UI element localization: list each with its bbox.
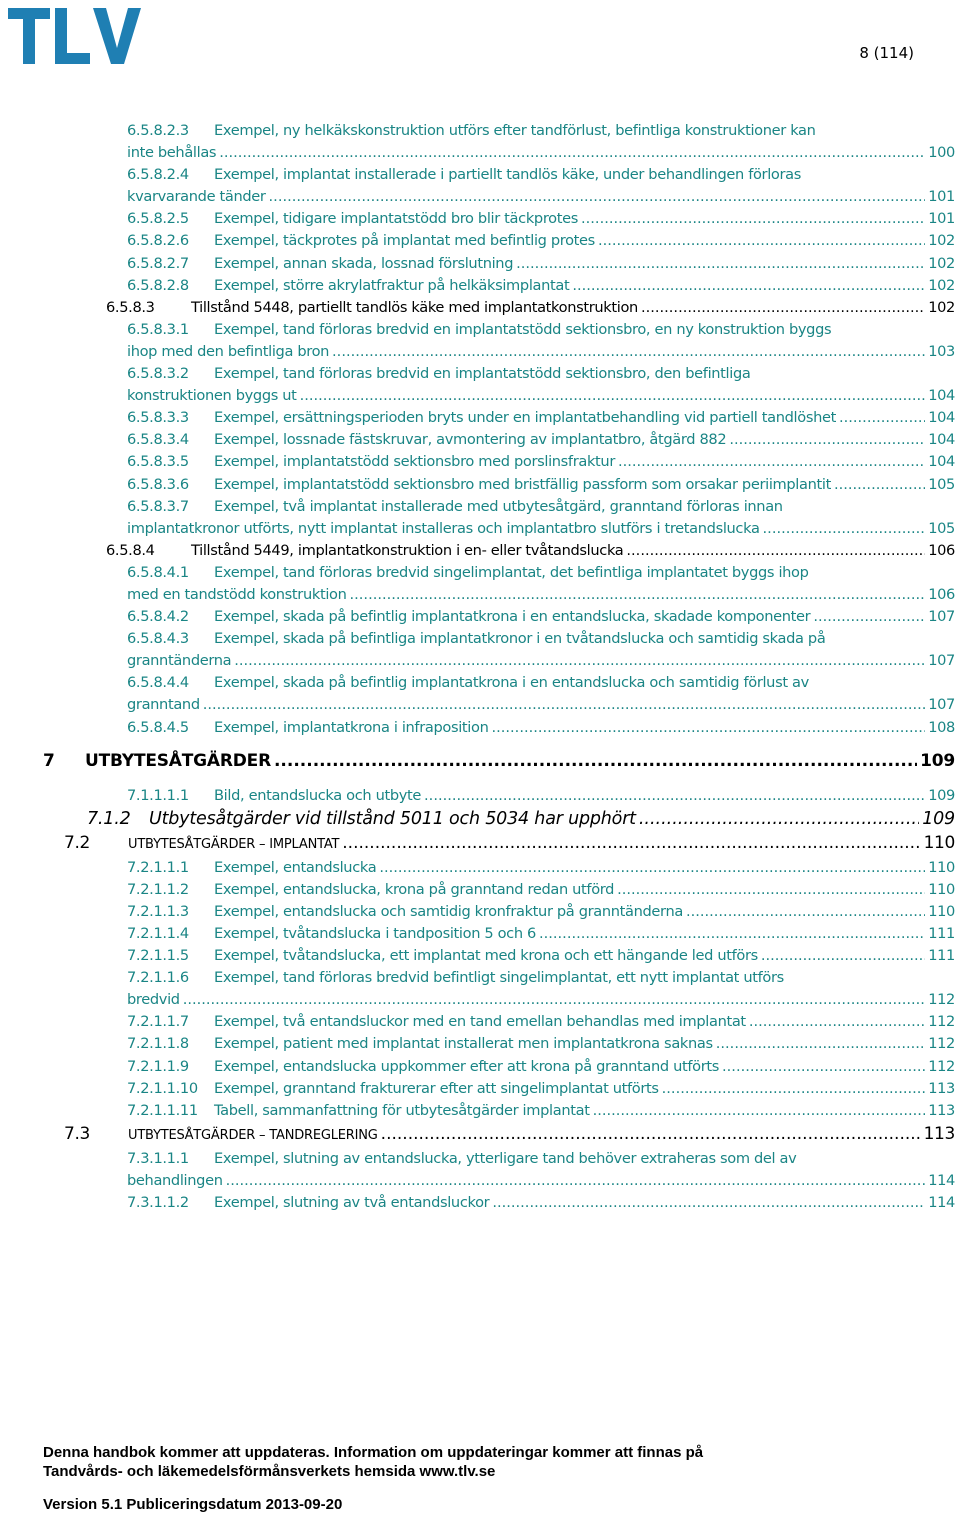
toc-entry[interactable] <box>0 1033 960 1055</box>
leader-dots <box>761 945 925 967</box>
toc-entry-title: Exempel, tand förloras bredvid en implantatstödd sektionsbro, den befintliga <box>214 365 751 383</box>
toc-entry-number: 7.1.2 <box>87 808 131 829</box>
toc-entry-page: 113 <box>928 1101 955 1119</box>
toc-entry-title: UTBYTESÅTGÄRDER – IMPLANTAT <box>128 836 340 852</box>
toc-entry[interactable] <box>0 717 960 739</box>
toc-entry-number: 6.5.8.4.2 <box>127 608 189 626</box>
toc-entry[interactable] <box>0 1056 960 1078</box>
toc-entry[interactable] <box>0 562 960 606</box>
footer-notice <box>43 1443 703 1481</box>
toc-entry[interactable] <box>0 1148 960 1192</box>
toc-entry-page: 104 <box>928 431 955 449</box>
footer-line-2: Tandvårds- och läkemedelsförmånsverkets hemsida www.tlv.se <box>43 1463 496 1480</box>
leader-dots <box>183 989 925 1011</box>
toc-entry-page: 112 <box>928 1013 955 1031</box>
toc-entry[interactable] <box>0 967 960 1011</box>
toc-entry-number: 6.5.8.2.4 <box>127 166 189 184</box>
version-info: Version 5.1 Publiceringsdatum 2013-09-20 <box>43 1496 343 1513</box>
toc-entry-page: 112 <box>928 1035 955 1053</box>
toc-entry-page: 105 <box>928 519 955 537</box>
leader-dots <box>332 341 925 363</box>
toc-entry-title: Exempel, entandslucka och samtidig kronfraktur på granntänderna <box>214 902 683 920</box>
toc-entry-number: 6.5.8.4.1 <box>127 563 189 581</box>
toc-entry-title: UTBYTESÅTGÄRDER <box>85 750 271 771</box>
toc-entry-number: 7 <box>43 750 55 771</box>
toc-entry[interactable] <box>0 230 960 252</box>
leader-dots <box>722 1056 925 1078</box>
toc-entry[interactable] <box>0 628 960 672</box>
toc-entry-page: 111 <box>928 947 955 965</box>
toc-entry[interactable] <box>0 606 960 628</box>
toc-entry-title: Exempel, skada på befintlig implantatkrona i en entandslucka, skadade komponenter <box>214 608 811 626</box>
toc-entry-number: 7.2.1.1.9 <box>127 1057 189 1075</box>
toc-entry-title: Bild, entandslucka och utbyte <box>214 786 422 804</box>
toc-entry-number: 6.5.8.2.8 <box>127 276 189 294</box>
leader-dots <box>749 1011 925 1033</box>
toc-entry[interactable] <box>0 474 960 496</box>
leader-dots <box>350 584 926 606</box>
toc-entry-title: Exempel, annan skada, lossnad förslutning <box>214 254 514 272</box>
toc-entry-number: 7.2.1.1.5 <box>127 947 189 965</box>
toc-entry-title-cont: implantatkronor utförts, nytt implantat installeras och implantatbro slutförs i tretandslucka <box>127 519 760 537</box>
toc-entry-number: 7.2.1.1.10 <box>127 1079 198 1097</box>
toc-entry-title: Exempel, implantatstödd sektionsbro med bristfällig passform som orsakar periimplantit <box>214 475 831 493</box>
toc-entry-page: 101 <box>928 210 955 228</box>
toc-entry-page: 102 <box>928 276 955 294</box>
leader-dots <box>834 474 925 496</box>
leader-dots <box>234 650 925 672</box>
toc-entry-number: 6.5.8.4 <box>106 541 155 559</box>
toc-entry[interactable] <box>0 120 960 164</box>
leader-dots <box>219 142 925 164</box>
leader-dots <box>226 1170 926 1192</box>
toc-entry-title: Exempel, tvåtandslucka, ett implantat med krona och ett hängande led utförs <box>214 947 758 965</box>
toc-entry-title-cont: behandlingen <box>127 1171 223 1189</box>
toc-entry-page: 109 <box>928 786 955 804</box>
leader-dots <box>813 606 925 628</box>
leader-dots <box>662 1078 926 1100</box>
toc-entry-page: 106 <box>928 585 955 603</box>
toc-entry-number: 6.5.8.2.5 <box>127 210 189 228</box>
leader-dots <box>572 275 925 297</box>
toc-entry-title: Exempel, implantatstödd sektionsbro med porslinsfraktur <box>214 453 615 471</box>
toc-entry[interactable] <box>0 297 960 319</box>
toc-entry-number: 6.5.8.3.4 <box>127 431 189 449</box>
toc-entry-title-cont: kvarvarande tänder <box>127 188 266 206</box>
toc-entry-page: 104 <box>928 409 955 427</box>
toc-entry-title: Exempel, entandslucka <box>214 858 377 876</box>
toc-entry-title-cont: inte behållas <box>127 144 217 162</box>
toc-entry-number: 7.2.1.1.2 <box>127 880 189 898</box>
toc-entry-number: 6.5.8.3.1 <box>127 320 189 338</box>
toc-section[interactable] <box>0 1122 960 1148</box>
leader-dots <box>598 230 925 252</box>
toc-entry-page: 103 <box>928 342 955 360</box>
leader-dots <box>763 518 926 540</box>
leader-dots <box>581 208 925 230</box>
toc-entry-page: 107 <box>928 652 955 670</box>
leader-dots <box>626 540 925 562</box>
leader-dots <box>716 1033 925 1055</box>
toc-entry-title: Exempel, ny helkäkskonstruktion utförs efter tandförlust, befintliga konstruktioner kan <box>214 122 816 139</box>
toc-entry-number: 6.5.8.3.6 <box>127 475 189 493</box>
toc-entry-number: 7.2.1.1.3 <box>127 902 189 920</box>
toc-entry[interactable] <box>0 496 960 540</box>
toc-entry-page: 114 <box>928 1171 955 1189</box>
toc-entry-title: Exempel, två entandsluckor med en tand emellan behandlas med implantat <box>214 1013 746 1031</box>
toc-entry-page: 105 <box>928 475 955 493</box>
toc-entry[interactable] <box>0 164 960 208</box>
page-number: 8 (114) <box>859 44 914 62</box>
toc-entry-number: 7.3.1.1.2 <box>127 1194 189 1212</box>
toc-entry-title: Exempel, täckprotes på implantat med befintlig protes <box>214 232 595 250</box>
toc-entry-title: Exempel, tand förloras bredvid befintligt singelimplantat, ett nytt implantat utförs <box>214 969 784 987</box>
leader-dots <box>269 186 926 208</box>
tlv-logo <box>8 6 142 66</box>
toc-entry-number: 7.2.1.1.6 <box>127 969 189 987</box>
leader-dots <box>639 807 919 831</box>
toc-section[interactable] <box>0 831 960 857</box>
toc-entry[interactable] <box>0 672 960 716</box>
toc-entry-page: 106 <box>928 541 955 559</box>
toc-entry-number: 7.2.1.1.7 <box>127 1013 189 1031</box>
toc-entry-page: 110 <box>928 858 955 876</box>
toc-entry-page: 102 <box>928 232 955 250</box>
toc-entry-number: 6.5.8.2.6 <box>127 232 189 250</box>
toc-entry-title: Exempel, lossnade fästskruvar, avmontering av implantatbro, åtgärd 882 <box>214 431 727 449</box>
leader-dots <box>641 297 925 319</box>
toc-entry-title: Exempel, två implantat installerade med utbytesåtgärd, granntand förloras innan <box>214 497 783 515</box>
toc-entry-title: Exempel, slutning av två entandsluckor <box>214 1194 490 1212</box>
toc-entry-title: Exempel, tvåtandslucka i tandposition 5 och 6 <box>214 925 536 942</box>
toc-entry[interactable] <box>0 319 960 363</box>
toc-entry[interactable] <box>0 1011 960 1033</box>
toc-entry[interactable] <box>0 1078 960 1100</box>
toc-entry-number: 6.5.8.4.4 <box>127 674 189 692</box>
toc-entry-title: Exempel, större akrylatfraktur på helkäksimplantat <box>214 276 570 294</box>
toc-entry-number: 7.3.1.1.1 <box>127 1149 189 1167</box>
toc-entry-number: 7.2.1.1.1 <box>127 858 189 876</box>
toc-entry-number: 7.2 <box>64 832 90 853</box>
toc-entry-title: Tillstånd 5448, partiellt tandlös käke med implantatkonstruktion <box>191 298 638 316</box>
leader-dots <box>617 879 925 901</box>
toc-entry[interactable] <box>0 857 960 879</box>
toc-entry-number: 6.5.8.2.3 <box>127 122 189 139</box>
leader-dots <box>300 385 926 407</box>
toc-entry-number: 6.5.8.3.5 <box>127 453 189 471</box>
toc-entry-title: Exempel, implantat installerade i partiellt tandlös käke, under behandlingen förloras <box>214 166 801 184</box>
toc-entry-number: 7.1.1.1.1 <box>127 786 189 804</box>
footer-line-1: Denna handbok kommer att uppdateras. Information om uppdateringar kommer att finnas på <box>43 1444 704 1461</box>
toc-entry[interactable] <box>0 923 960 945</box>
toc-entry-page: 110 <box>923 832 955 853</box>
toc-entry-number: 6.5.8.4.3 <box>127 630 189 648</box>
toc-entry-title: Exempel, tidigare implantatstödd bro blir täckprotes <box>214 210 579 228</box>
toc-entry-page: 108 <box>928 718 955 736</box>
toc-entry-number: 6.5.8.3.2 <box>127 365 189 383</box>
toc-entry-title-cont: granntand <box>127 696 200 714</box>
toc-entry-page: 112 <box>928 991 955 1009</box>
toc-entry[interactable] <box>0 1100 960 1122</box>
toc-entry-title: Exempel, tand förloras bredvid singelimplantat, det befintliga implantatet byggs ihop <box>214 563 809 581</box>
toc-entry-page: 102 <box>928 254 955 272</box>
toc-entry-number: 7.2.1.1.8 <box>127 1035 189 1053</box>
toc-entry-title: Exempel, entandslucka, krona på granntand redan utförd <box>214 880 615 898</box>
table-of-contents <box>0 120 960 1214</box>
leader-dots <box>492 1192 925 1214</box>
toc-entry[interactable] <box>0 407 960 429</box>
toc-entry-title-cont: ihop med den befintliga bron <box>127 342 330 360</box>
toc-entry-title: Tillstånd 5449, implantatkonstruktion i en- eller tvåtandslucka <box>191 541 624 559</box>
leader-dots <box>424 785 925 807</box>
leader-dots <box>274 749 917 773</box>
toc-entry-number: 6.5.8.2.7 <box>127 254 189 272</box>
leader-dots <box>729 429 925 451</box>
toc-entry-title-cont: konstruktionen byggs ut <box>127 387 297 405</box>
leader-dots <box>203 694 925 716</box>
leader-dots <box>516 253 925 275</box>
toc-entry[interactable] <box>0 429 960 451</box>
toc-entry[interactable] <box>0 540 960 562</box>
toc-entry-page: 114 <box>928 1194 955 1212</box>
toc-entry[interactable] <box>0 901 960 923</box>
toc-entry-page: 107 <box>928 696 955 714</box>
toc-entry-number: 7.3 <box>64 1123 90 1144</box>
toc-entry-title: Exempel, slutning av entandslucka, ytterligare tand behöver extraheras som del av <box>214 1149 797 1167</box>
toc-entry-title-cont: granntänderna <box>127 652 232 670</box>
toc-entry-title: Exempel, granntand frakturerar efter att singelimplantat utförts <box>214 1079 659 1097</box>
toc-entry-number: 7.2.1.1.11 <box>127 1101 198 1119</box>
toc-entry-title-cont: bredvid <box>127 991 180 1009</box>
toc-entry-title: Exempel, ersättningsperioden bryts under en implantatbehandling vid partiell tandlöshet <box>214 409 836 427</box>
leader-dots <box>491 717 925 739</box>
toc-entry[interactable] <box>0 208 960 230</box>
toc-entry-title: Utbytesåtgärder vid tillstånd 5011 och 5034 har upphört <box>149 808 636 829</box>
toc-entry[interactable] <box>0 253 960 275</box>
leader-dots <box>839 407 925 429</box>
leader-dots <box>379 857 925 879</box>
toc-entry[interactable] <box>0 879 960 901</box>
toc-entry-page: 107 <box>928 608 955 626</box>
toc-entry[interactable] <box>0 275 960 297</box>
toc-entry-title: Exempel, entandslucka uppkommer efter att krona på granntand utförts <box>214 1057 720 1075</box>
toc-entry-title: Exempel, skada på befintlig implantatkrona i en entandslucka och samtidig förlust av <box>214 674 809 692</box>
toc-entry-title: Exempel, tand förloras bredvid en implantatstödd sektionsbro, en ny konstruktion byggs <box>214 320 832 338</box>
leader-dots <box>539 923 925 945</box>
toc-entry-title: Exempel, patient med implantat installerat men implantatkrona saknas <box>214 1035 713 1053</box>
toc-entry[interactable] <box>0 1192 960 1214</box>
toc-entry-page: 104 <box>928 387 955 405</box>
toc-entry-number: 6.5.8.3 <box>106 298 155 316</box>
toc-entry-title: Exempel, implantatkrona i infraposition <box>214 718 489 736</box>
toc-entry[interactable] <box>0 945 960 967</box>
toc-chapter[interactable] <box>0 749 960 773</box>
toc-entry-page: 109 <box>920 750 955 771</box>
toc-entry-number: 7.2.1.1.4 <box>127 925 189 942</box>
toc-entry-page: 111 <box>928 925 955 942</box>
toc-entry-page: 113 <box>923 1123 955 1144</box>
toc-entry-title: UTBYTESÅTGÄRDER – TANDREGLERING <box>128 1127 378 1143</box>
leader-dots <box>381 1122 921 1146</box>
toc-entry-page: 100 <box>928 144 955 162</box>
toc-entry[interactable] <box>0 785 960 807</box>
toc-entry-page: 110 <box>928 902 955 920</box>
toc-entry-title: Exempel, skada på befintliga implantatkronor i en tvåtandslucka och samtidig skada på <box>214 630 826 648</box>
toc-entry-page: 104 <box>928 453 955 471</box>
leader-dots <box>593 1100 926 1122</box>
toc-entry-page: 102 <box>928 298 955 316</box>
toc-entry[interactable] <box>0 807 960 831</box>
toc-entry-page: 112 <box>928 1057 955 1075</box>
toc-entry-title-cont: med en tandstödd konstruktion <box>127 585 347 603</box>
toc-entry[interactable] <box>0 363 960 407</box>
toc-entry-title: Tabell, sammanfattning för utbytesåtgärder implantat <box>214 1101 590 1119</box>
toc-entry-page: 110 <box>928 880 955 898</box>
toc-entry-number: 6.5.8.4.5 <box>127 718 189 736</box>
leader-dots <box>618 451 925 473</box>
toc-entry-page: 113 <box>928 1079 955 1097</box>
toc-entry-page: 109 <box>922 808 955 829</box>
leader-dots <box>686 901 925 923</box>
toc-entry-number: 6.5.8.3.3 <box>127 409 189 427</box>
toc-entry[interactable] <box>0 451 960 473</box>
toc-entry-number: 6.5.8.3.7 <box>127 497 189 515</box>
toc-entry-page: 101 <box>928 188 955 206</box>
leader-dots <box>342 831 920 855</box>
